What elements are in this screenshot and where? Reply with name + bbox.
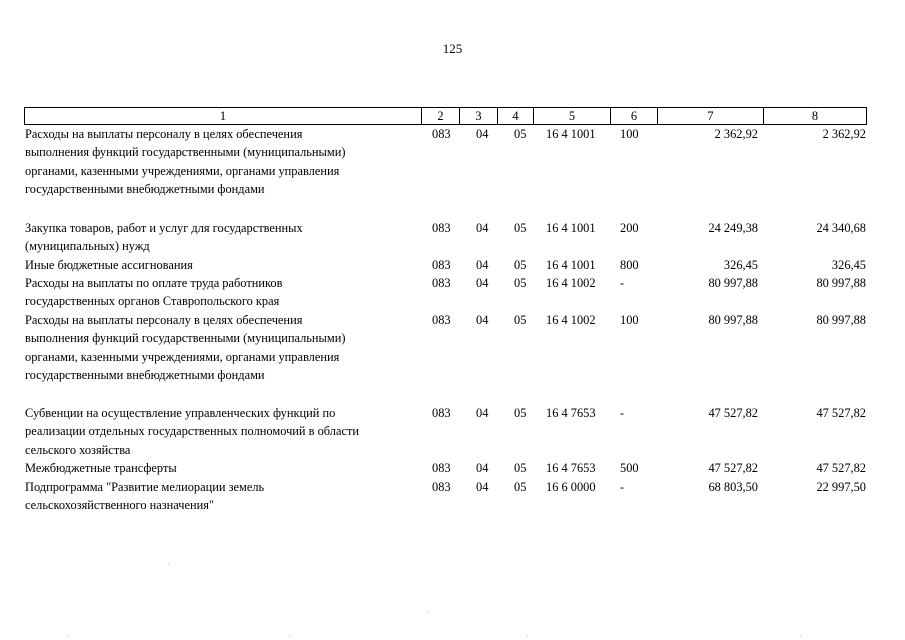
header-col-2: 2 — [422, 108, 460, 124]
col-amount-7: 47 527,82 — [708, 406, 758, 420]
col-subsection: 05 — [514, 313, 527, 327]
description-line: Иные бюджетные ассигнования — [25, 258, 193, 272]
col-amount-7: 68 803,50 — [708, 480, 758, 494]
description-line: реализации отдельных государственных полномочий в области — [25, 424, 360, 439]
row-description — [25, 274, 425, 311]
col-ministry-code: 083 — [432, 221, 451, 235]
scan-speck — [800, 635, 801, 636]
col-subsection: 05 — [514, 127, 527, 141]
col-amount-8: 22 997,50 — [816, 480, 866, 494]
description-line: государственных органов Ставропольского края — [25, 294, 280, 309]
row-description — [25, 311, 425, 384]
col-section: 04 — [476, 258, 489, 272]
col-amount-8: 47 527,82 — [816, 406, 866, 420]
scan-speck — [527, 635, 528, 636]
description-line: сельскохозяйственного назначения" — [25, 498, 215, 513]
col-amount-8: 80 997,88 — [816, 313, 866, 327]
description-line: государственными внебюджетными фондами — [25, 367, 265, 382]
col-expense-type: - — [620, 276, 625, 290]
col-amount-8: 80 997,88 — [816, 276, 866, 290]
description-line: Расходы на выплаты персоналу в целях обеспечения — [25, 127, 303, 141]
col-subsection: 05 — [514, 406, 527, 420]
description-line: органами, казенными учреждениями, органами управления — [25, 163, 340, 178]
row-description — [25, 478, 425, 515]
col-amount-8: 2 362,92 — [822, 127, 866, 141]
scan-speck — [168, 564, 169, 565]
header-col-7: 7 — [658, 108, 764, 124]
description-line: выполнения функций государственными (муниципальными) — [25, 331, 346, 346]
col-ministry-code: 083 — [432, 313, 451, 327]
col-amount-7: 80 997,88 — [708, 313, 758, 327]
scan-speck — [68, 635, 69, 636]
description-line: Межбюджетные трансферты — [25, 461, 177, 475]
col-ministry-code: 083 — [432, 406, 451, 420]
col-expense-type: - — [620, 406, 625, 420]
col-target-article: 16 4 1002 — [546, 313, 596, 327]
col-ministry-code: 083 — [432, 461, 451, 475]
description-line: Закупка товаров, работ и услуг для государственных — [25, 221, 303, 235]
row-description — [25, 404, 425, 459]
col-target-article: 16 4 1001 — [546, 221, 596, 235]
col-ministry-code: 083 — [432, 258, 451, 272]
col-expense-type: 100 — [620, 127, 639, 141]
col-target-article: 16 4 7653 — [546, 406, 596, 420]
col-target-article: 16 4 1001 — [546, 258, 596, 272]
header-col-1: 1 — [25, 108, 422, 124]
row-description — [25, 256, 425, 274]
header-col-4: 4 — [498, 108, 534, 124]
header-col-6: 6 — [611, 108, 658, 124]
col-target-article: 16 4 1001 — [546, 127, 596, 141]
col-amount-8: 326,45 — [831, 258, 866, 272]
col-section: 04 — [476, 127, 489, 141]
description-line: выполнения функций государственными (муниципальными) — [25, 145, 346, 160]
description-line: Расходы на выплаты персоналу в целях обеспечения — [25, 313, 303, 327]
col-ministry-code: 083 — [432, 276, 451, 290]
col-target-article: 16 4 1002 — [546, 276, 596, 290]
col-section: 04 — [476, 406, 489, 420]
col-subsection: 05 — [514, 480, 527, 494]
col-section: 04 — [476, 221, 489, 235]
description-line: государственными внебюджетными фондами — [25, 181, 265, 196]
scan-speck — [289, 635, 290, 636]
description-line: Расходы на выплаты по оплате труда работников — [25, 276, 283, 290]
row-description — [25, 459, 425, 477]
col-expense-type: 800 — [620, 258, 639, 272]
header-col-5: 5 — [534, 108, 611, 124]
col-target-article: 16 6 0000 — [546, 480, 596, 494]
col-section: 04 — [476, 313, 489, 327]
col-subsection: 05 — [514, 258, 527, 272]
col-amount-8: 47 527,82 — [816, 461, 866, 475]
col-target-article: 16 4 7653 — [546, 461, 596, 475]
col-subsection: 05 — [514, 276, 527, 290]
col-amount-7: 2 362,92 — [714, 127, 758, 141]
description-line: (муниципальных) нужд — [25, 239, 150, 254]
description-line: Подпрограмма "Развитие мелиорации земель — [25, 480, 265, 494]
page-number: 125 — [442, 41, 463, 56]
col-subsection: 05 — [514, 221, 527, 235]
col-subsection: 05 — [514, 461, 527, 475]
header-col-8: 8 — [811, 109, 819, 123]
col-section: 04 — [476, 461, 489, 475]
col-section: 04 — [476, 480, 489, 494]
description-line: сельского хозяйства — [25, 442, 131, 457]
col-amount-7: 47 527,82 — [708, 461, 758, 475]
col-expense-type: - — [620, 480, 625, 494]
col-expense-type: 500 — [620, 461, 639, 475]
scan-speck — [427, 612, 428, 613]
row-description — [25, 125, 425, 198]
col-expense-type: 200 — [620, 221, 639, 235]
col-amount-7: 326,45 — [723, 258, 758, 272]
col-expense-type: 100 — [620, 313, 639, 327]
col-amount-7: 24 249,38 — [708, 221, 758, 235]
col-amount-7: 80 997,88 — [708, 276, 758, 290]
row-description — [25, 219, 425, 256]
col-ministry-code: 083 — [432, 480, 451, 494]
col-amount-8: 24 340,68 — [816, 221, 866, 235]
description-line: органами, казенными учреждениями, органами управления — [25, 349, 340, 364]
col-ministry-code: 083 — [432, 127, 451, 141]
col-section: 04 — [476, 276, 489, 290]
table-header — [24, 107, 867, 125]
description-line: Субвенции на осуществление управленческих функций по — [25, 406, 336, 420]
header-col-3: 3 — [460, 108, 498, 124]
